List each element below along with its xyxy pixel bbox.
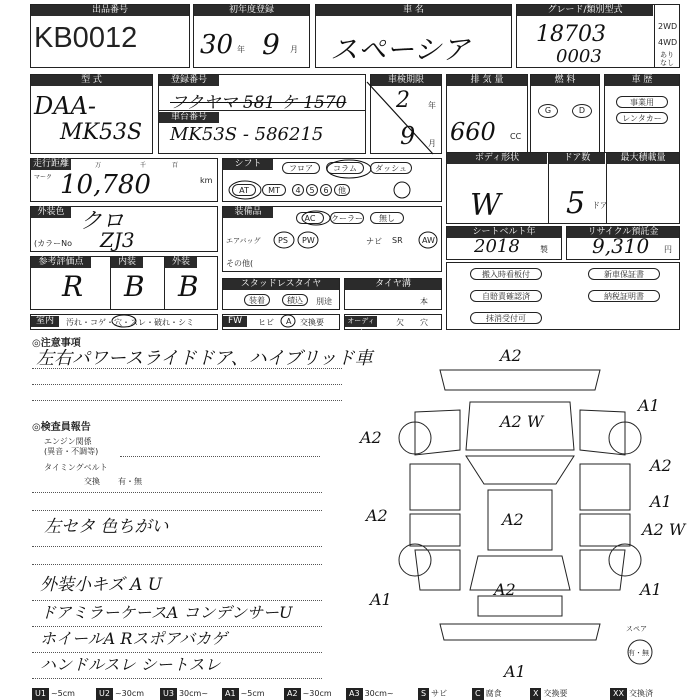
shift-mt: MT: [262, 184, 286, 196]
fuel-label: 燃 料: [531, 75, 599, 86]
shift-at: AT: [232, 184, 256, 196]
inspection-label: 車検期限: [371, 75, 441, 86]
equip-sr: SR: [392, 236, 403, 245]
drive-4wd: 4WD: [658, 38, 678, 47]
doors-label: ドア数: [549, 153, 605, 164]
registration-label: 登録番号: [159, 75, 219, 86]
recycle-label: リサイクル預託金: [567, 227, 679, 238]
damage-left-door: A2: [366, 506, 388, 525]
drive-nashi: なし: [660, 59, 674, 67]
interior-grade: B: [124, 270, 145, 303]
interior-row-label: 室内: [31, 316, 59, 327]
doors-value: 5: [566, 186, 586, 221]
score-value: R: [62, 270, 84, 303]
mileage-hyaku: 百: [172, 162, 179, 169]
studless-label: スタッドレスタイヤ: [223, 279, 339, 290]
equip-ac: AC: [296, 212, 324, 224]
grade-top: 18703: [536, 22, 606, 47]
doc-warranty: 新車保証書: [588, 268, 660, 280]
report-line2: 外装小キズ A U: [40, 575, 163, 595]
equip-airbag: エアバッグ: [226, 237, 261, 245]
cc-unit: CC: [510, 132, 522, 141]
exterior-color-name: クロ: [80, 209, 125, 234]
timing-exchange: 交換: [84, 477, 100, 486]
damage-front-bumper: A2: [500, 346, 522, 365]
doors-unit: ドア: [592, 201, 608, 210]
interior-row-items: 汚れ・コゲ・穴・スレ・破れ・シミ: [66, 318, 194, 327]
legend-item: X 交換要: [530, 688, 567, 700]
damage-hood: A2 W: [500, 412, 544, 431]
history-business: 事業用: [616, 96, 668, 108]
studless-loaded: 積込: [282, 294, 308, 306]
car-name-value: スペーシア: [330, 33, 470, 66]
interior-label: 内装: [111, 257, 143, 268]
audio-label: オーディオ: [345, 316, 377, 327]
equip-cooler: クーラー: [331, 214, 363, 223]
registration-value: フクヤマ 581 ケ 1570: [170, 93, 347, 113]
first-reg-month: 9: [262, 28, 280, 61]
color-no-label: (カラーNo: [34, 239, 72, 248]
equip-none: 無し: [370, 212, 404, 224]
grade-bottom: 0003: [556, 46, 602, 67]
chassis-value: MK53S - 586215: [170, 124, 324, 145]
damage-rear-hatch: A2: [494, 580, 516, 599]
body-shape-label: ボディ形状: [447, 153, 547, 164]
studless-tail: 別途: [316, 297, 332, 306]
lot-code: KB0012: [34, 22, 138, 54]
spare-value: 有・無: [628, 649, 649, 657]
damage-roof: A2: [502, 510, 524, 529]
shift-6: 6: [320, 184, 332, 196]
legend-item: U2 ~30cm: [96, 688, 144, 700]
insp-year-unit: 年: [428, 101, 436, 110]
max-load-label: 最大積載量: [607, 153, 679, 164]
fuel-d: D: [572, 104, 592, 118]
legend-item: A3 30cm~: [346, 688, 394, 700]
report-line3: ドアミラーケースA コンデンサーU: [40, 603, 293, 622]
audio-hole: 穴: [420, 318, 428, 327]
damage-right-door: A1: [650, 492, 672, 511]
exterior-grade: B: [178, 270, 199, 303]
km-unit: km: [200, 176, 213, 185]
legend-item: U1 ~5cm: [32, 688, 75, 700]
seatbelt-label: シートベルト年: [447, 227, 561, 238]
model-line1: DAA-: [34, 92, 97, 120]
doc-deregistration: 抹消受付可: [470, 312, 542, 324]
year-unit: 年: [237, 45, 245, 54]
damage-front-right: A1: [638, 396, 660, 415]
inspection-strike: [365, 80, 445, 160]
timing-header: タイミングベルト: [44, 463, 108, 472]
seatbelt-unit: 製: [540, 245, 548, 254]
legend-item: C 腐食: [472, 688, 502, 700]
legend-item: A1 ~5cm: [222, 688, 265, 700]
doc-tax: 納税証明書: [588, 290, 660, 302]
legend-item: S サビ: [418, 688, 447, 700]
report-line1: 左セタ 色ちがい: [44, 517, 169, 537]
shift-other: 他: [334, 184, 350, 196]
model-type-label: 型 式: [31, 75, 152, 86]
shift-4: 4: [292, 184, 304, 196]
damage-legend: [0, 688, 700, 700]
shift-column: コラム: [326, 162, 364, 174]
timing-options: 有・無: [118, 477, 142, 486]
shift-dash: ダッシュ: [370, 162, 412, 174]
car-name-label: 車 名: [316, 5, 511, 16]
first-registration-label: 初年度登録: [194, 5, 309, 16]
shift-label: シフト: [223, 159, 273, 170]
score-label: 参考評価点: [31, 257, 91, 268]
history-rental: レンタカー: [616, 112, 668, 124]
spare-label: スペア: [626, 625, 647, 633]
body-shape-value: W: [470, 188, 501, 223]
equipment-label: 装備品: [223, 207, 273, 218]
row-marks: [30, 312, 450, 332]
fw-replace: 交換要: [300, 318, 324, 327]
displacement-label: 排 気 量: [447, 75, 527, 86]
note-line1: 左右パワースライドドア、ハイブリッド車: [36, 348, 373, 369]
model-line2: MK53S: [60, 120, 143, 145]
inspection-month: 9: [400, 122, 416, 150]
engine-sub: (異音・不調等): [44, 447, 99, 456]
report-line5: ハンドルスレ シートスレ: [40, 655, 221, 674]
equip-ps: PS: [278, 236, 288, 245]
shift-marks: [222, 158, 442, 202]
report-line4: ホイールA Rスポアバカゲ: [40, 629, 228, 648]
damage-rear-right: A1: [640, 580, 662, 599]
drive-ari: あり: [660, 51, 674, 59]
legend-item: A2 ~30cm: [284, 688, 332, 700]
chassis-label: 車台番号: [159, 112, 219, 123]
notes-header: ◎注意事項: [32, 338, 81, 349]
audio-missing: 欠: [396, 318, 404, 327]
mileage-man: 万: [95, 162, 102, 169]
shift-floor: フロア: [282, 162, 320, 174]
tire-unit: 本: [420, 297, 428, 306]
fw-a: A: [286, 317, 292, 326]
mileage-label: 走行距離: [32, 159, 69, 169]
lot-number-label: 出品番号: [31, 5, 189, 16]
inspector-header: ◎検査員報告: [32, 422, 91, 433]
damage-front-left: A2: [360, 428, 382, 447]
equip-other: その他(: [226, 259, 254, 268]
damage-rear-bumper: A1: [504, 662, 526, 681]
inspection-year: 2: [396, 88, 410, 113]
equipment-marks: [222, 206, 442, 272]
damage-left-rear: A1: [370, 590, 392, 609]
grade-label: グレード/類別型式: [517, 5, 653, 16]
drive-2wd: 2WD: [658, 22, 678, 31]
engine-header: エンジン関係: [44, 437, 92, 446]
equip-navi: ナビ: [366, 237, 382, 246]
tire-label: タイヤ溝: [345, 279, 441, 290]
recycle-unit: 円: [664, 245, 672, 254]
seatbelt-value: 2018: [474, 236, 520, 257]
shift-5: 5: [306, 184, 318, 196]
damage-right-rear: A2 W: [642, 520, 686, 539]
mileage-sen: 千: [140, 162, 147, 169]
mileage-value: 10,780: [60, 170, 151, 200]
displacement-value: 660: [450, 118, 496, 146]
fuel-g: G: [538, 104, 558, 118]
legend-item: U3 30cm~: [160, 688, 208, 700]
fw-crack: ヒビ: [258, 318, 274, 327]
legend-item: XX 交換済: [610, 688, 653, 700]
doc-signboard: 搬入時看板付: [470, 268, 542, 280]
recycle-value: 9,310: [592, 234, 650, 258]
history-label: 車 歴: [605, 75, 679, 86]
equip-pw: PW: [302, 236, 315, 245]
exterior-label: 外装: [165, 257, 197, 268]
exterior-color-code: ZJ3: [100, 228, 135, 252]
fw-label: FW: [223, 316, 247, 327]
damage-right-fender: A2: [650, 456, 672, 475]
equip-aw: AW: [422, 236, 435, 245]
month-unit: 月: [290, 45, 298, 54]
insp-month-unit: 月: [428, 139, 436, 148]
doc-insurance: 自賠責確認済: [470, 290, 542, 302]
studless-mounted: 装着: [244, 294, 270, 306]
first-reg-year: 30: [200, 30, 234, 60]
mileage-mark: マーク: [34, 174, 53, 181]
exterior-color-label: 外装色: [31, 207, 71, 218]
